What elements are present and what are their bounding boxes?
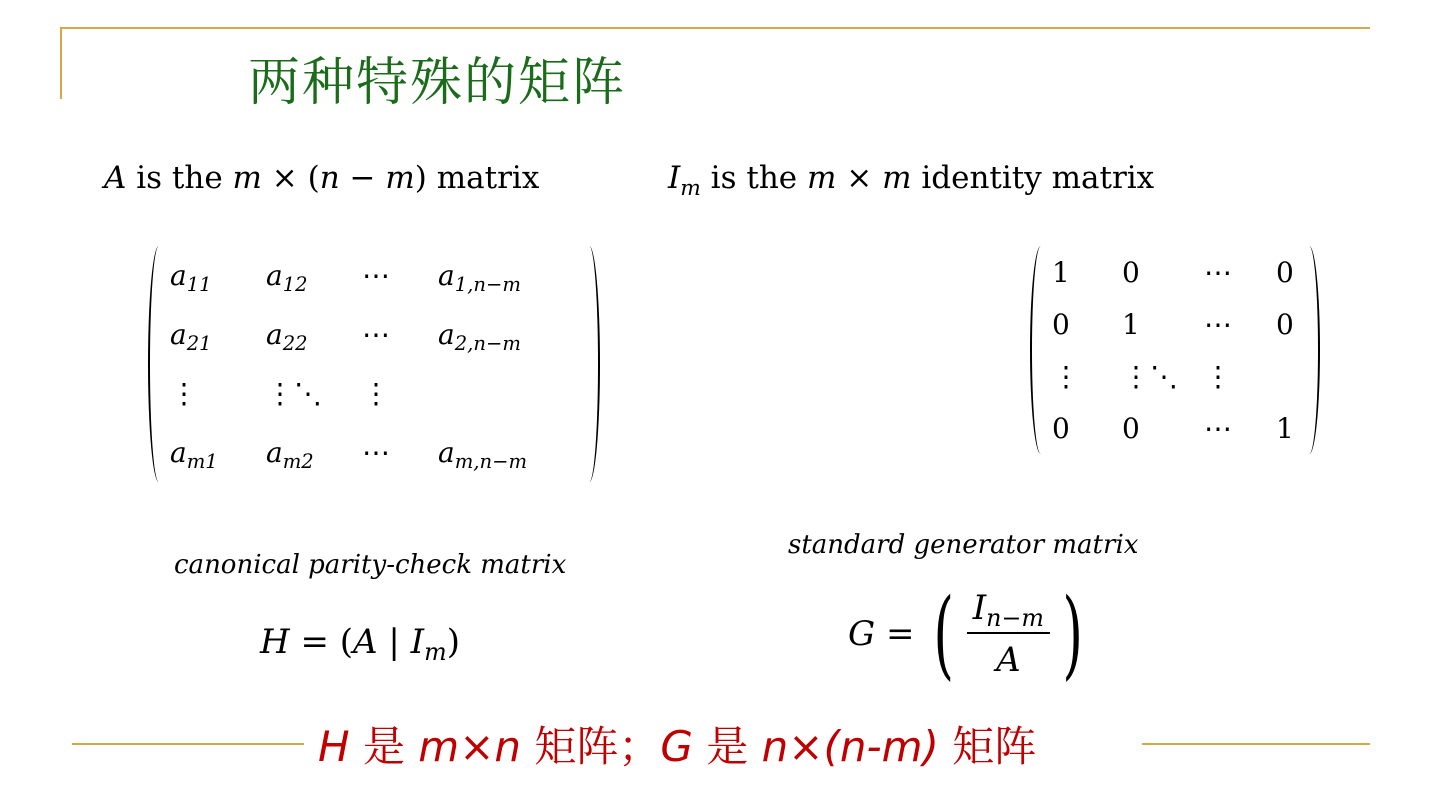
a-matrix-description <box>104 160 539 196</box>
a-dim-times: × ( <box>261 160 320 196</box>
matrix-cell: $a_{m2}$ <box>266 436 314 473</box>
matrix-cell: $a_{m1}$ <box>170 436 218 473</box>
matrix-cell: ⋯ <box>362 318 390 351</box>
matrix-cell: $a_{m,n-m}$ <box>438 436 528 473</box>
i-var-sub: m <box>680 175 701 201</box>
h-i: I <box>410 622 425 662</box>
matrix-cell: ⋮ <box>362 377 390 410</box>
g-numerator <box>967 588 1050 634</box>
matrix-cell: 0 <box>1122 255 1140 289</box>
matrix-cell: 0 <box>1052 307 1070 341</box>
i-dim-m: m <box>806 160 837 196</box>
a-dim-minus: − <box>339 160 386 196</box>
matrix-cell: ⋮⋱ <box>266 377 322 410</box>
i-dim-m2: m <box>882 160 912 196</box>
matrix-cell: 0 <box>1052 411 1070 445</box>
matrix-cell: $a_{1,n-m}$ <box>438 259 522 296</box>
h-bar: | <box>377 622 411 662</box>
matrix-cell: $a_{2,n-m}$ <box>438 318 522 355</box>
a-is-the: is the <box>126 160 233 196</box>
matrix-cell: 1 <box>1122 307 1140 341</box>
parity-check-label: canonical parity-check matrix <box>174 550 567 580</box>
a-var: A <box>104 160 127 196</box>
matrix-cell: ⋯ <box>1204 255 1232 289</box>
bottom-is1: 是 <box>349 722 419 771</box>
bottom-jz2: 矩阵 <box>938 722 1037 771</box>
g-equals: = <box>875 614 926 654</box>
matrix-cell: 0 <box>1276 255 1294 289</box>
matrix-cell: 1 <box>1276 411 1294 445</box>
i-var: I <box>668 160 681 196</box>
matrix-cell: ⋯ <box>1204 411 1232 445</box>
bottom-summary <box>318 714 1036 774</box>
bottom-mxn: m×n <box>418 722 522 771</box>
matrix-cell: ⋮ <box>1204 359 1232 393</box>
matrix-cell: ⋯ <box>1204 307 1232 341</box>
h-i-sub: m <box>424 638 447 667</box>
matrix-cell: ⋮ <box>1052 359 1080 393</box>
left-paren <box>148 246 166 482</box>
left-rule <box>60 27 62 99</box>
bottom-jz1: 矩阵； <box>521 722 661 771</box>
matrix-cell: $a_{12}$ <box>266 259 308 296</box>
matrix-cell: $a_{11}$ <box>170 259 212 296</box>
i-dim-times: × <box>836 160 883 196</box>
matrix-cell: ⋯ <box>362 436 390 469</box>
matrix-cell: 0 <box>1276 307 1294 341</box>
identity-matrix <box>1030 246 1320 454</box>
generator-label: standard generator matrix <box>788 530 1139 560</box>
a-dim-m: m <box>232 160 262 196</box>
a-dim-m2: m <box>385 160 415 196</box>
bottom-is2: 是 <box>692 722 762 771</box>
g-right-paren: ) <box>1062 578 1084 690</box>
matrix-a <box>148 246 600 482</box>
g-num-i: I <box>972 588 987 628</box>
bottom-rule-left <box>72 743 304 745</box>
matrix-cell: 0 <box>1122 411 1140 445</box>
h-equation <box>260 622 460 667</box>
h-var: H <box>260 622 290 662</box>
g-equation <box>848 578 1091 690</box>
g-denominator: A <box>996 640 1021 680</box>
matrix-cell: ⋯ <box>362 259 390 292</box>
matrix-cell: $a_{21}$ <box>170 318 212 355</box>
matrix-cell: ⋮⋱ <box>1122 359 1178 393</box>
bottom-nx: n×(n-m) <box>761 722 939 771</box>
matrix-cell: ⋮ <box>170 377 198 410</box>
identity-matrix-grid <box>1048 246 1302 454</box>
top-rule <box>60 27 1370 29</box>
a-dim-close: ) matrix <box>414 160 540 196</box>
slide-title: 两种特殊的矩阵 <box>248 53 627 113</box>
right-paren <box>1302 246 1320 454</box>
bottom-g: G <box>660 722 693 771</box>
matrix-cell: 1 <box>1052 255 1070 289</box>
identity-description <box>668 160 1155 201</box>
right-paren <box>582 246 600 482</box>
h-equals: = ( <box>289 622 354 662</box>
g-left-paren: ( <box>933 578 955 690</box>
g-fraction <box>967 588 1050 680</box>
bottom-h: H <box>318 722 350 771</box>
i-suffix: identity matrix <box>911 160 1155 196</box>
i-is-the: is the <box>700 160 807 196</box>
matrix-a-grid <box>166 246 582 482</box>
h-close: ) <box>446 622 460 662</box>
a-dim-n: n <box>319 160 340 196</box>
h-a: A <box>353 622 378 662</box>
bottom-rule-right <box>1142 743 1370 745</box>
g-var: G <box>848 614 876 654</box>
g-num-sub: n−m <box>986 604 1045 633</box>
left-paren <box>1030 246 1048 454</box>
matrix-cell: $a_{22}$ <box>266 318 308 355</box>
